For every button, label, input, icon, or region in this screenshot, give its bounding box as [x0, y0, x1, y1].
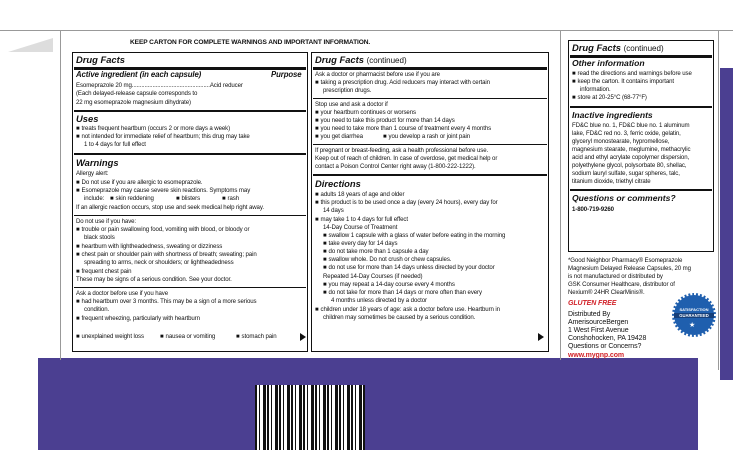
panel3-title-cont: (continued) [623, 44, 664, 53]
ask-2: ■ frequent wheezing, particularly with heartburn [76, 315, 200, 323]
preg-rule [313, 144, 547, 145]
allergy-alert: Allergy alert: [76, 170, 109, 177]
warning-2-include: include: [84, 195, 105, 202]
other-2: ■ keep the carton. It contains important [572, 78, 674, 86]
distributor-5: Questions or Concerns? [568, 343, 642, 350]
ask-rule [74, 287, 306, 288]
seal-top-text: SATISFACTION [679, 307, 709, 312]
uses-item-1: ■ treats frequent heartburn (occurs 2 or more days a week) [76, 125, 230, 133]
inactive-line-4: magnesium stearate, meglumine, methacrylic [572, 146, 691, 153]
dir-2: ■ this product is to be used once a day (every 24 hours), every day for [315, 199, 498, 207]
pharm-1: ■ taking a prescription drug. Acid reducers may interact with certain [315, 79, 490, 87]
seal-star-icon: ★ [689, 322, 696, 329]
stop-3: ■ you need to take more than 1 course of treatment every 4 months [315, 125, 491, 133]
dir-4: ■ children under 18 years of age: ask a doctor before use. Heartburn in [315, 306, 500, 314]
ask-1b: condition. [84, 306, 110, 313]
ask-pharmacist: Ask a doctor or pharmacist before use if you are [315, 71, 440, 78]
repeat-heading: Repeated 14-Day Courses (if needed) [323, 273, 423, 280]
pregnancy-3: contact a Poison Control Center right away (1-800-222-1222). [315, 163, 476, 170]
stop-heading: Stop use and ask a doctor if [315, 101, 388, 108]
warning-2-rash: ■ rash [222, 195, 239, 203]
inactive-line-6: polyethylene glycol, polysorbate 80, shellac, [572, 162, 687, 169]
inactive-bar [570, 106, 712, 108]
seal-mid-text: GUARANTEED [674, 313, 714, 318]
panel2-title [315, 54, 407, 66]
dnu-3b: spreading to arms, neck or shoulders; or lightheadedness [84, 259, 234, 266]
course-4: ■ swallow whole. Do not crush or chew capsules. [323, 256, 451, 264]
panel2-title-text: Drug Facts [315, 54, 364, 65]
course-1: ■ swallow 1 capsule with a glass of water before eating in the morning [323, 232, 505, 240]
panel1-title: Drug Facts [76, 54, 125, 65]
distributor-1: Distributed By [568, 311, 611, 318]
stop-2: ■ you need to take this product for more than 14 days [315, 117, 455, 125]
inactive-heading: Inactive ingredients [572, 110, 653, 120]
do-not-use-heading: Do not use if you have: [76, 218, 137, 225]
dnu-rule [74, 215, 306, 216]
uses-bar [74, 110, 306, 112]
distributor-4: Conshohocken, PA 19428 [568, 335, 647, 342]
warning-banner: KEEP CARTON FOR COMPLETE WARNINGS AND IMPORTANT INFORMATION. [130, 39, 371, 46]
warnings-heading: Warnings [76, 157, 119, 168]
trademark-note-3: is not manufactured or distributed by [568, 273, 663, 280]
dir-4b: children may sometimes be caused by a serious condition. [323, 314, 476, 321]
warning-3: If an allergic reaction occurs, stop use and seek medical help right away. [76, 204, 264, 211]
purpose-heading: Purpose [271, 70, 302, 79]
course-5: ■ do not use for more than 14 days unless directed by your doctor [323, 264, 495, 272]
uses-item-2: ■ not intended for immediate relief of heartburn; this drug may take [76, 133, 250, 141]
distributor-3: 1 West First Avenue [568, 327, 629, 334]
trademark-note-4: GSK Consumer Healthcare, distributor of [568, 281, 675, 288]
active-note-2: 22 mg esomeprazole magnesium dihydrate) [76, 99, 191, 106]
repeat-1: ■ you may repeat a 14-day course every 4 months [323, 281, 455, 289]
inactive-line-7: sodium lauryl sulfate, sugar spheres, talc, [572, 170, 680, 177]
carton-flap-purple-left [38, 358, 698, 450]
carton-fold-line [60, 30, 61, 360]
carton-fold-line-right2 [718, 30, 719, 370]
ask-1: ■ had heartburn over 3 months. This may be a sign of a more serious [76, 298, 256, 306]
dnu-1: ■ trouble or pain swallowing food, vomiting with blood, or bloody or [76, 226, 249, 234]
pregnancy-2: Keep out of reach of children. In case of overdose, get medical help or [315, 155, 498, 162]
dnu-1b: black stools [84, 234, 115, 241]
course-3: ■ do not take more than 1 capsule a day [323, 248, 429, 256]
warning-2: ■ Esomeprazole may cause severe skin reactions. Symptoms may [76, 187, 250, 195]
panel3-title [572, 42, 664, 54]
ask-3-nausea: ■ nausea or vomiting [160, 333, 215, 341]
other-3: ■ store at 20-25°C (68-77°F) [572, 94, 647, 102]
dir-1: ■ adults 18 years of age and older [315, 191, 404, 199]
active-heading: Active ingredient (in each capsule) [76, 70, 202, 79]
stop-4b: ■ you develop a rash or joint pain [383, 133, 470, 141]
dir-2b: 14 days [323, 207, 344, 214]
other-1: ■ read the directions and warnings before use [572, 70, 692, 78]
inactive-line-1: FD&C blue no. 1, FD&C blue no. 1 aluminum [572, 122, 690, 129]
pregnancy-1: If pregnant or breast-feeding, ask a health professional before use. [315, 147, 489, 154]
dnu-5: These may be signs of a serious condition. See your doctor. [76, 276, 232, 283]
warnings-bar [74, 153, 306, 155]
trademark-note-5: Nexium® 24HR ClearMinis®. [568, 289, 645, 296]
gluten-free-label: GLUTEN FREE [568, 300, 617, 307]
repeat-2b: 4 months unless directed by a doctor [331, 297, 427, 304]
distributor-2: AmerisourceBergen [568, 319, 629, 326]
dnu-4: ■ frequent chest pain [76, 268, 131, 276]
dnu-2: ■ heartburn with lightheadedness, sweating or dizziness [76, 243, 222, 251]
warning-2-reddening: ■ skin reddening [110, 195, 154, 203]
questions-phone: 1-800-719-9260 [572, 206, 614, 213]
warning-1: ■ Do not use if you are allergic to esomeprazole. [76, 179, 203, 187]
ask-3: ■ unexplained weight loss [76, 333, 144, 341]
questions-bar [570, 189, 712, 191]
stop-1: ■ your heartburn continues or worsens [315, 109, 416, 117]
pharm-1b: prescription drugs. [323, 87, 372, 94]
questions-heading: Questions or comments? [572, 193, 676, 203]
course-heading: 14-Day Course of Treatment [323, 224, 398, 231]
inactive-line-3: glyceryl monostearate, hypromellose, [572, 138, 670, 145]
panel2-title-cont: (continued) [366, 56, 407, 65]
trademark-note-1: *Good Neighbor Pharmacy® Esomeprazole [568, 257, 683, 264]
carton-edge [0, 0, 733, 31]
directions-bar [313, 174, 547, 176]
other-2b: information. [580, 86, 611, 93]
repeat-2: ■ do not take for more than 14 days or more often than every [323, 289, 482, 297]
uses-heading: Uses [76, 113, 99, 124]
stop-rule [313, 98, 547, 99]
inactive-line-8: titanium dioxide, triethyl citrate [572, 178, 651, 185]
website-link[interactable]: www.mygnp.com [568, 352, 625, 359]
carton-fold-line-right [560, 30, 561, 360]
ask-3-stomach: ■ stomach pain [236, 333, 277, 341]
carton-left-flap [8, 38, 53, 52]
uses-item-2b: 1 to 4 days for full effect [84, 141, 146, 148]
directions-heading: Directions [315, 178, 361, 189]
carton-side-purple-right [720, 68, 733, 380]
ask-doctor-heading: Ask a doctor before use if you have [76, 290, 169, 297]
dnu-3: ■ chest pain or shoulder pain with shortness of breath; sweating; pain [76, 251, 257, 259]
course-2: ■ take every day for 14 days [323, 240, 397, 248]
trademark-note-2: Magnesium Delayed Release Capsules, 20 mg [568, 265, 691, 272]
panel2-title-bar [313, 67, 547, 70]
barcode [255, 385, 365, 450]
inactive-line-2: lake, FD&C red no. 3, ferric oxide, gelatin, [572, 130, 681, 137]
continue-arrow-icon [300, 333, 306, 341]
panel3-title-text: Drug Facts [572, 42, 621, 53]
active-note-1: (Each delayed-release capsule corresponds to [76, 90, 198, 97]
active-line: Esomeprazole 20 mg.................................................Acid reducer [76, 82, 243, 89]
inactive-line-5: acid and ethyl acrylate copolymer dispersion, [572, 154, 690, 161]
satisfaction-guaranteed-seal [672, 293, 716, 337]
other-info-heading: Other information [572, 58, 645, 68]
warning-2-blisters: ■ blisters [176, 195, 200, 203]
continue-arrow-icon-2 [538, 333, 544, 341]
stop-4: ■ you get diarrhea [315, 133, 363, 141]
dir-3: ■ may take 1 to 4 days for full effect [315, 216, 408, 224]
